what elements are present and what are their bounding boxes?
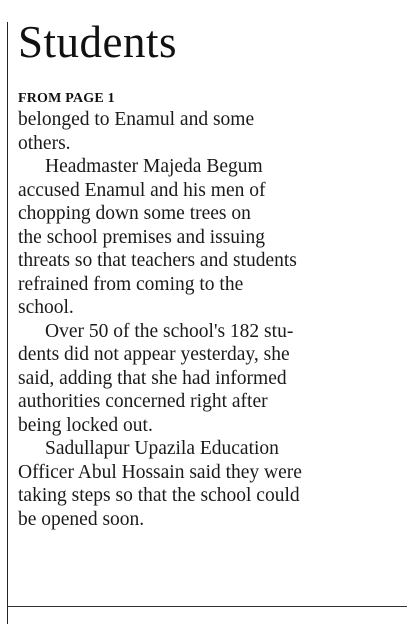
body-line: chopping down some trees on (18, 203, 251, 224)
body-line: said, adding that she had informed (18, 367, 287, 389)
section-divider (7, 606, 407, 607)
body-line: accused Enamul and his men of (18, 179, 266, 201)
jump-label: FROM PAGE 1 (18, 91, 115, 106)
body-line: Headmaster Majeda Begum (45, 156, 263, 177)
body-line: Officer Abul Hossain said they were (18, 461, 302, 483)
column-left-rule (7, 22, 8, 624)
article-body (18, 108, 404, 531)
headline: Students (18, 17, 178, 67)
body-line: refrained from coming to the (18, 273, 244, 295)
body-line: authorities concerned right after (18, 391, 268, 412)
body-line: threats so that teachers and students (18, 250, 297, 271)
body-line: being locked out. (18, 414, 153, 436)
body-line: belonged to Enamul and some (18, 109, 255, 130)
body-line: the school premises and issuing (18, 226, 265, 248)
body-line: school. (18, 297, 74, 318)
body-line: others. (18, 132, 71, 154)
body-line: be opened soon. (18, 508, 145, 530)
body-line: taking steps so that the school could (18, 485, 300, 506)
body-line: dents did not appear yesterday, she (18, 344, 290, 365)
body-line: Over 50 of the school's 182 stu- (45, 320, 294, 342)
body-line: Sadullapur Upazila Education (45, 438, 279, 459)
